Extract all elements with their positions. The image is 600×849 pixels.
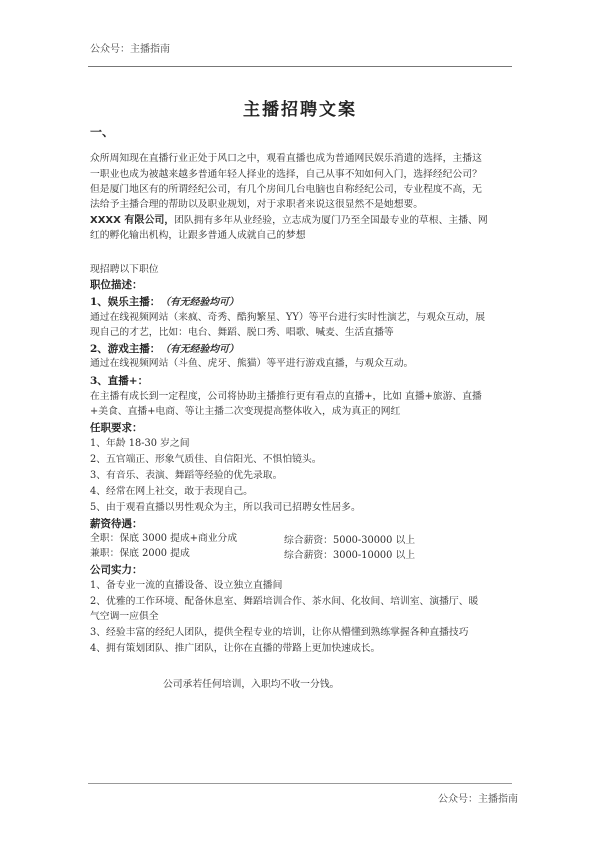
- strength-item-cont: 气空调一应俱全: [90, 611, 159, 622]
- closing-note: 公司承若任何培训，入职均不收一分钱。: [163, 679, 340, 690]
- requirements-heading: 任职要求：: [90, 422, 143, 434]
- job-item-title: 1、娱乐主播：（有无经验均可）: [90, 296, 239, 308]
- intro-line: 众所周知现在直播行业正处于风口之中，观看直播也成为普通网民娱乐消遣的选择，主播这: [90, 153, 482, 164]
- section-number: 一、: [90, 125, 115, 139]
- document-title: 主播招聘文案: [243, 100, 357, 120]
- intro-line: 但是厦门地区有的所谓经纪公司，有几个房间几台电脑也自称经纪公司，专业程度不高，无: [90, 184, 482, 195]
- salary-parttime: 兼职：保底 2000 提成: [90, 548, 190, 559]
- job-item-line: 在主播有成长到一定程度，公司将协助主播推行更有看点的直播+，比如 直播+旅游、直播: [90, 391, 482, 402]
- job-item-title: 2、游戏主播：（有无经验均可）: [90, 343, 239, 355]
- salary-parttime-total: 综合薪资：3000-10000 以上: [284, 550, 416, 561]
- salary-fulltime: 全职：保底 3000 提成+商业分成: [90, 533, 238, 544]
- page-footer-label: 公众号：主播指南: [438, 794, 518, 805]
- strength-item: 1、备专业一流的直播设备、设立独立直播间: [90, 580, 283, 591]
- company-name: XXXX 有限公司: [90, 215, 165, 226]
- strength-item: 4、拥有策划团队、推广团队，让你在直播的带路上更加快速成长。: [90, 643, 381, 654]
- positions-intro: 现招聘以下职位: [90, 264, 159, 275]
- footer-divider: [88, 783, 512, 784]
- requirement-item: 3、有音乐、表演、舞蹈等经验的优先录取。: [90, 470, 283, 481]
- company-paragraph: XXXX 有限公司，团队拥有多年从业经验，立志成为厦门乃至全国最专业的草根、主播、网: [90, 215, 488, 226]
- job-item-line: 通过在线视频网站（来疯、奇秀、酷狗繁星、YY）等平台进行实时性演艺，与观众互动，展: [90, 312, 486, 323]
- intro-line: 法给予主播合理的帮助以及职业规划，对于求职者来说这很显然不是她想要。: [90, 199, 424, 210]
- header-divider: [88, 66, 512, 67]
- salary-fulltime-total: 综合薪资：5000-30000 以上: [284, 535, 416, 546]
- requirement-item: 4、经常在网上社交，敢于表现自己。: [90, 486, 253, 497]
- job-item-line: +美食、直播+电商、等让主播二次变现提高整体收入，成为真正的网红: [90, 406, 401, 417]
- requirement-item: 5、由于观看直播以男性观众为主，所以我司已招聘女性居多。: [90, 502, 361, 513]
- job-item-line: 现自己的才艺，比如：电台、舞蹈、脱口秀、唱歌、喊麦、生活直播等: [90, 327, 394, 338]
- job-item-line: 通过在线视频网站（斗鱼、虎牙、熊猫）等平进行游戏直播，与观众互动。: [90, 358, 414, 369]
- strength-item: 3、经验丰富的经纪人团队，提供全程专业的培训，让你从懵懂到熟练掌握各种直播技巧: [90, 627, 469, 638]
- company-desc: 团队拥有多年从业经验，立志成为厦门乃至全国最专业的草根、主播、网: [174, 215, 488, 226]
- page-header-label: 公众号：主播指南: [90, 44, 170, 55]
- salary-heading: 薪资待遇：: [90, 518, 143, 530]
- job-item-title: 3、直播+：: [90, 375, 149, 387]
- company-desc-line: 红的孵化输出机构，让跟多普通人成就自己的梦想: [90, 230, 306, 241]
- strength-heading: 公司实力：: [90, 564, 143, 576]
- intro-line: 一职业也成为被越来越多普通年轻人择业的选择，自己从事不知如何入门，选择经纪公司？: [90, 169, 482, 180]
- requirement-item: 2、五官端正、形象气质佳、自信阳光、不惧怕镜头。: [90, 454, 322, 465]
- strength-item: 2、优雅的工作环境、配备休息室、舞蹈培训合作、茶水间、化妆间、培训室、演播厅、暖: [90, 596, 479, 607]
- job-description-heading: 职位描述：: [90, 279, 143, 291]
- requirement-item: 1、年龄 18-30 岁之间: [90, 438, 190, 449]
